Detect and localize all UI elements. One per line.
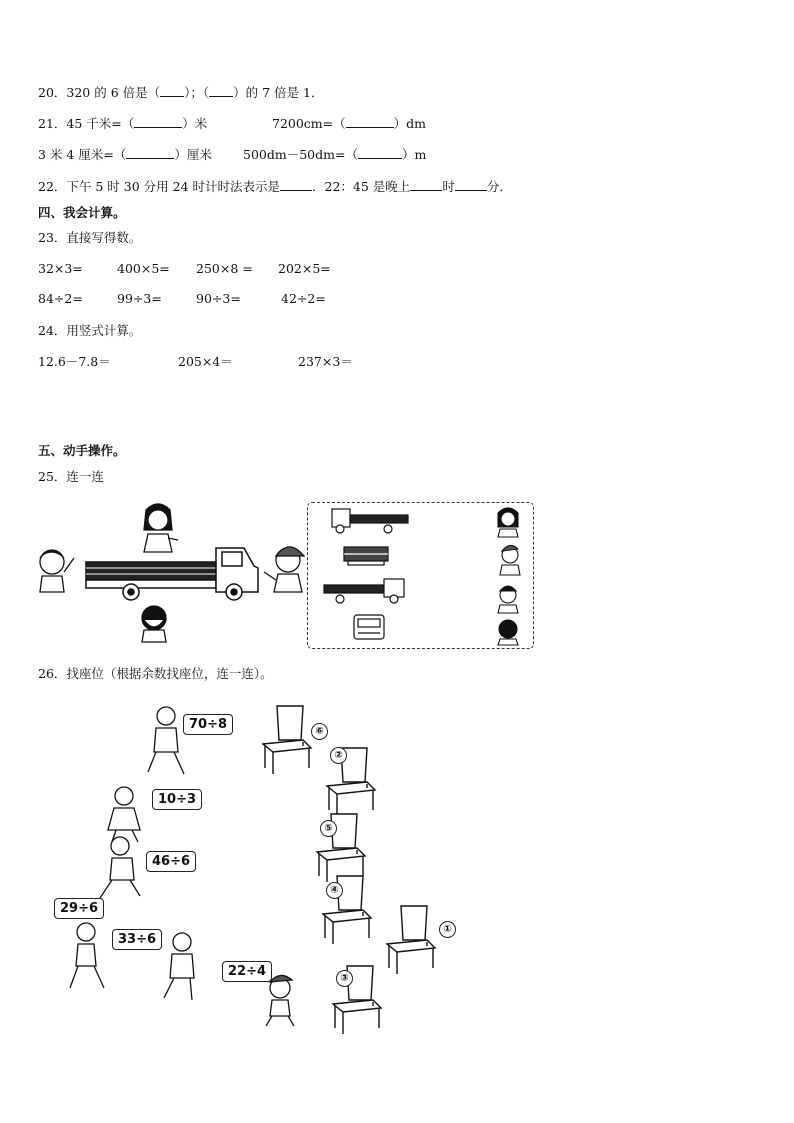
girl-back-small-icon[interactable] xyxy=(498,620,518,645)
question-text: 7200cm=（ xyxy=(272,116,346,131)
question-text: 找座位（根据余数找座位，连一连）。 xyxy=(66,666,273,681)
calc-item: 90÷3= xyxy=(196,291,241,306)
question-23-title xyxy=(38,230,141,246)
calc-item: 202×5= xyxy=(278,261,331,276)
answer-blank[interactable] xyxy=(160,84,184,97)
seat-number: ② xyxy=(330,747,347,764)
child-1-icon[interactable] xyxy=(148,707,184,774)
boy-cap-pointing-icon[interactable] xyxy=(500,545,520,575)
answer-blank[interactable] xyxy=(209,84,233,97)
child-5-icon[interactable] xyxy=(164,933,194,1000)
question-26-title xyxy=(38,666,273,682)
calc-item: 250×8 = xyxy=(196,261,253,276)
boy-with-cap-icon xyxy=(264,547,304,592)
question-20 xyxy=(38,84,323,101)
question-text: 500dm－50dm=（ xyxy=(243,147,358,162)
calc-item: 42÷2= xyxy=(281,291,326,306)
question-number: 23． xyxy=(38,230,67,245)
question-text: ）厘米 xyxy=(174,147,212,162)
answer-blank[interactable] xyxy=(455,178,487,191)
question-text: ．22：45 是晚上 xyxy=(312,179,411,194)
question-number: 20． xyxy=(38,85,67,100)
answer-blank[interactable] xyxy=(410,178,442,191)
expression-box[interactable]: 29÷6 xyxy=(54,898,104,919)
question-21-row-1 xyxy=(38,115,207,132)
seat-number: ① xyxy=(439,921,456,938)
question-number: 21． xyxy=(38,116,67,131)
calc-item: 84÷2= xyxy=(38,291,83,306)
seat-number: ③ xyxy=(336,970,353,987)
truck-side-view-icon[interactable] xyxy=(332,509,408,533)
question-text: 时 xyxy=(442,179,455,194)
answer-blank[interactable] xyxy=(346,115,394,128)
calc-item: 32×3= xyxy=(38,261,83,276)
children-column xyxy=(488,503,528,648)
answer-blank[interactable] xyxy=(358,146,402,159)
answer-blank[interactable] xyxy=(134,115,182,128)
question-text: 45 千米=（ xyxy=(66,116,135,131)
section-heading-4: 四、我会计算。 xyxy=(38,205,126,220)
truck-scene-illustration xyxy=(36,500,306,645)
question-21-row-2b xyxy=(243,146,426,163)
question-text: ）dm xyxy=(393,116,426,131)
expression-box[interactable]: 70÷8 xyxy=(183,714,233,735)
question-text: 分． xyxy=(486,179,512,194)
question-number: 22． xyxy=(38,179,67,194)
child-2-icon[interactable] xyxy=(108,787,140,842)
question-text: ）米 xyxy=(182,116,208,131)
truck-views-column xyxy=(318,503,418,648)
vertical-calc-item: 12.6－7.8＝ xyxy=(38,354,111,369)
question-text: 320 的 6 倍是（ xyxy=(66,85,161,100)
question-text: 下午 5 时 30 分用 24 时计时法表示是 xyxy=(66,179,281,194)
question-text: ）m xyxy=(401,147,427,162)
boy-waving-icon xyxy=(40,550,74,592)
answer-blank[interactable] xyxy=(280,178,312,191)
expression-box[interactable]: 22÷4 xyxy=(222,961,272,982)
chairs-illustration xyxy=(255,700,455,1030)
question-number: 25． xyxy=(38,469,67,484)
truck-front-view-icon[interactable] xyxy=(354,615,384,639)
question-number: 24． xyxy=(38,323,67,338)
question-text: 直接写得数。 xyxy=(66,230,142,245)
truck-top-view-icon[interactable] xyxy=(344,547,388,565)
chair-icon[interactable] xyxy=(263,706,311,774)
seat-number: ⑥ xyxy=(311,723,328,740)
question-text: ）；（ xyxy=(184,85,210,100)
seat-number: ④ xyxy=(326,882,343,899)
question-21-row-1b xyxy=(272,115,426,132)
girl-back-view-icon xyxy=(142,606,166,642)
side-view-truck-icon xyxy=(86,548,258,600)
vertical-calc-item: 237×3＝ xyxy=(298,354,353,369)
vertical-calc-item: 205×4＝ xyxy=(178,354,233,369)
child-3-icon[interactable] xyxy=(100,837,140,898)
girl-with-pigtails-icon xyxy=(144,504,178,552)
question-21-row-2 xyxy=(38,146,212,163)
calc-item: 99÷3= xyxy=(117,291,162,306)
chair-icon[interactable] xyxy=(387,906,435,974)
section-heading-5: 五、动手操作。 xyxy=(38,443,126,458)
matching-panel xyxy=(307,502,534,649)
child-4-icon[interactable] xyxy=(70,923,104,988)
truck-other-side-view-icon[interactable] xyxy=(324,579,404,603)
expression-box[interactable]: 46÷6 xyxy=(146,851,196,872)
answer-blank[interactable] xyxy=(126,146,174,159)
question-24-title xyxy=(38,323,141,339)
question-text: 用竖式计算。 xyxy=(66,323,142,338)
question-number: 26． xyxy=(38,666,67,681)
expression-box[interactable]: 33÷6 xyxy=(112,929,162,950)
expression-box[interactable]: 10÷3 xyxy=(152,789,202,810)
question-text: 连一连 xyxy=(66,469,104,484)
question-25-title xyxy=(38,469,104,485)
calc-item: 400×5= xyxy=(117,261,170,276)
question-text: 3 米 4 厘米=（ xyxy=(38,147,127,162)
boy-waving-small-icon[interactable] xyxy=(498,586,518,613)
seat-number: ⑤ xyxy=(320,820,337,837)
girl-pointing-icon[interactable] xyxy=(498,508,518,537)
question-22 xyxy=(38,178,512,195)
question-text: ）的 7 倍是 1． xyxy=(233,85,324,100)
